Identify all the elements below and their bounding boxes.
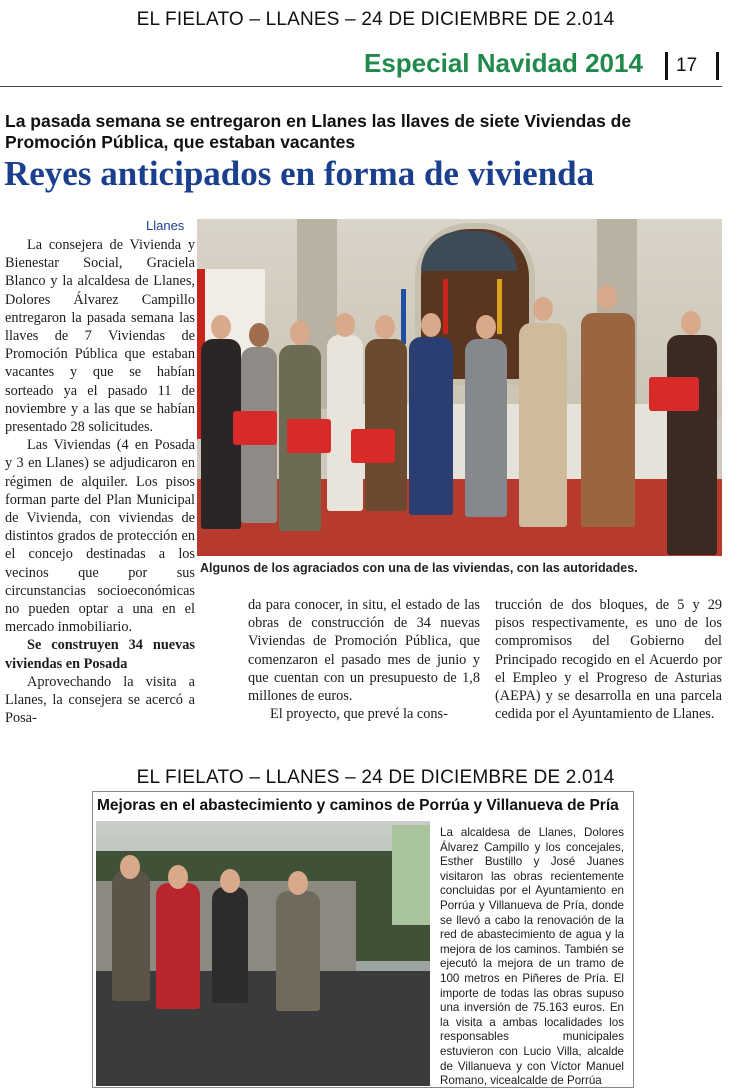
paragraph: da para conocer, in situ, el estado de las obras de construcción de 34 nuevas Viviendas de Promoción Pública, que comenzaron el pasado mes de junio y que cuentan con un presupuesto de 1,8 millones de euros. xyxy=(248,597,480,705)
photo-flag xyxy=(401,289,406,344)
photo-caption: Algunos de los agraciados con una de las viviendas, con las autoridades. xyxy=(200,561,638,575)
photo-person xyxy=(519,323,567,527)
photo-person xyxy=(409,337,453,515)
photo-person xyxy=(581,313,635,527)
subheading: Se construyen 34 nuevas viviendas en Posada xyxy=(5,637,195,672)
photo-person-head xyxy=(476,315,496,339)
article-column-2 xyxy=(248,596,480,723)
paragraph: Las Viviendas (4 en Posada y 3 en Llanes) se adjudicaron en régimen de alquiler. Los pisos forman parte del Plan Municipal de Vivienda, con viviendas de distintos grados de protección en el concejo destinadas a los vecinos que por sus circunstancias socioeconómicas no pueden optar a una en el mercado inmobiliario. xyxy=(5,437,195,636)
photo-person-head xyxy=(597,285,617,309)
photo-road-visit xyxy=(96,821,430,1086)
article-2-body: La alcaldesa de Llanes, Dolores Álvarez Campillo y los concejales, Esther Bustillo y José Juanes visitaron las obras recientemente concluidas por el Ayuntamiento en Porrúa y Villanueva de Pría, donde se llevó a cabo la renovación de la red de abastecimiento de agua y la mejora de los caminos. También se ejecutó la mejora de un tramo de 100 metros en Piñeres de Pría. El importe de todas las obras supuso una inversión de 75.163 euros. En la visita a ambas localidades los responsables municipales estuvieron con Lucio Villa, alcalde de Villanueva y con Víctor Manuel Romano, vicealcalde de Porrúa xyxy=(440,826,624,1088)
photo-person-head xyxy=(168,865,188,889)
article-column-1 xyxy=(5,236,195,727)
paragraph: Aprovechando la visita a Llanes, la consejera se acercó a Posa- xyxy=(5,673,195,727)
photo-flag xyxy=(497,279,502,334)
page-header-bottom: EL FIELATO – LLANES – 24 DE DICIEMBRE DE 2.014 xyxy=(136,767,615,788)
photo-red-bag xyxy=(649,377,699,411)
page-number: 17 xyxy=(676,55,698,76)
photo-red-bag xyxy=(351,429,395,463)
photo-person-head xyxy=(681,311,701,335)
article-column-3 xyxy=(495,596,722,723)
photo-person xyxy=(156,883,200,1009)
article-location: Llanes xyxy=(146,218,185,233)
photo-person-head xyxy=(375,315,395,339)
paragraph: trucción de dos bloques, de 5 y 29 pisos respectivamente, es uno de los compromisos del Gobierno del Principado recogido en el Acuerdo por el Empleo y el Progreso de Asturias (AEPA) y se desarrolla en una parcela cedida por el Ayuntamiento de Llanes. xyxy=(495,597,722,723)
photo-person-head xyxy=(533,297,553,321)
photo-person-head xyxy=(120,855,140,879)
photo-person xyxy=(365,339,407,511)
paragraph: La consejera de Vivienda y Bienestar Social, Graciela Blanco y la alcaldesa de Llanes, Dolores Álvarez Campillo entregaron la pasada semana las llaves de 7 Viviendas de Promoción Pública que estaban vacantes y que se habían sorteado ya el pasado 11 de noviembre y a las que se habían presentado 28 solicitudes. xyxy=(5,237,195,436)
photo-person xyxy=(667,335,717,555)
photo-red-bag xyxy=(287,419,331,453)
photo-person-head xyxy=(335,313,355,337)
article-headline: Reyes anticipados en forma de vivienda xyxy=(4,154,595,193)
photo-person xyxy=(276,891,320,1011)
photo-person xyxy=(465,339,507,517)
photo-person-head xyxy=(249,323,269,347)
photo-person-head xyxy=(211,315,231,339)
page-header: EL FIELATO – LLANES – 24 DE DICIEMBRE DE 2.014 xyxy=(136,9,615,30)
photo-person-head xyxy=(288,871,308,895)
page-number-bar-left xyxy=(665,52,668,80)
photo-flag xyxy=(443,279,448,334)
page-number-bar-right xyxy=(716,52,719,80)
photo-person-head xyxy=(290,321,310,345)
photo-red-bag xyxy=(233,411,277,445)
article-kicker: La pasada semana se entregaron en Llanes las llaves de siete Viviendas de Promoción Pública, que estaban vacantes xyxy=(5,111,632,152)
photo-person xyxy=(212,887,248,1003)
article-2-title: Mejoras en el abastecimiento y caminos de Porrúa y Villanueva de Pría xyxy=(97,797,619,814)
section-title: Especial Navidad 2014 xyxy=(364,48,643,78)
photo-person-head xyxy=(421,313,441,337)
photo-person-head xyxy=(220,869,240,893)
photo-person xyxy=(112,871,150,1001)
photo-building xyxy=(392,825,430,925)
header-rule xyxy=(0,86,722,87)
photo-person xyxy=(327,335,363,511)
photo-keys-delivery xyxy=(197,219,722,556)
paragraph: El proyecto, que prevé la cons- xyxy=(270,706,448,723)
